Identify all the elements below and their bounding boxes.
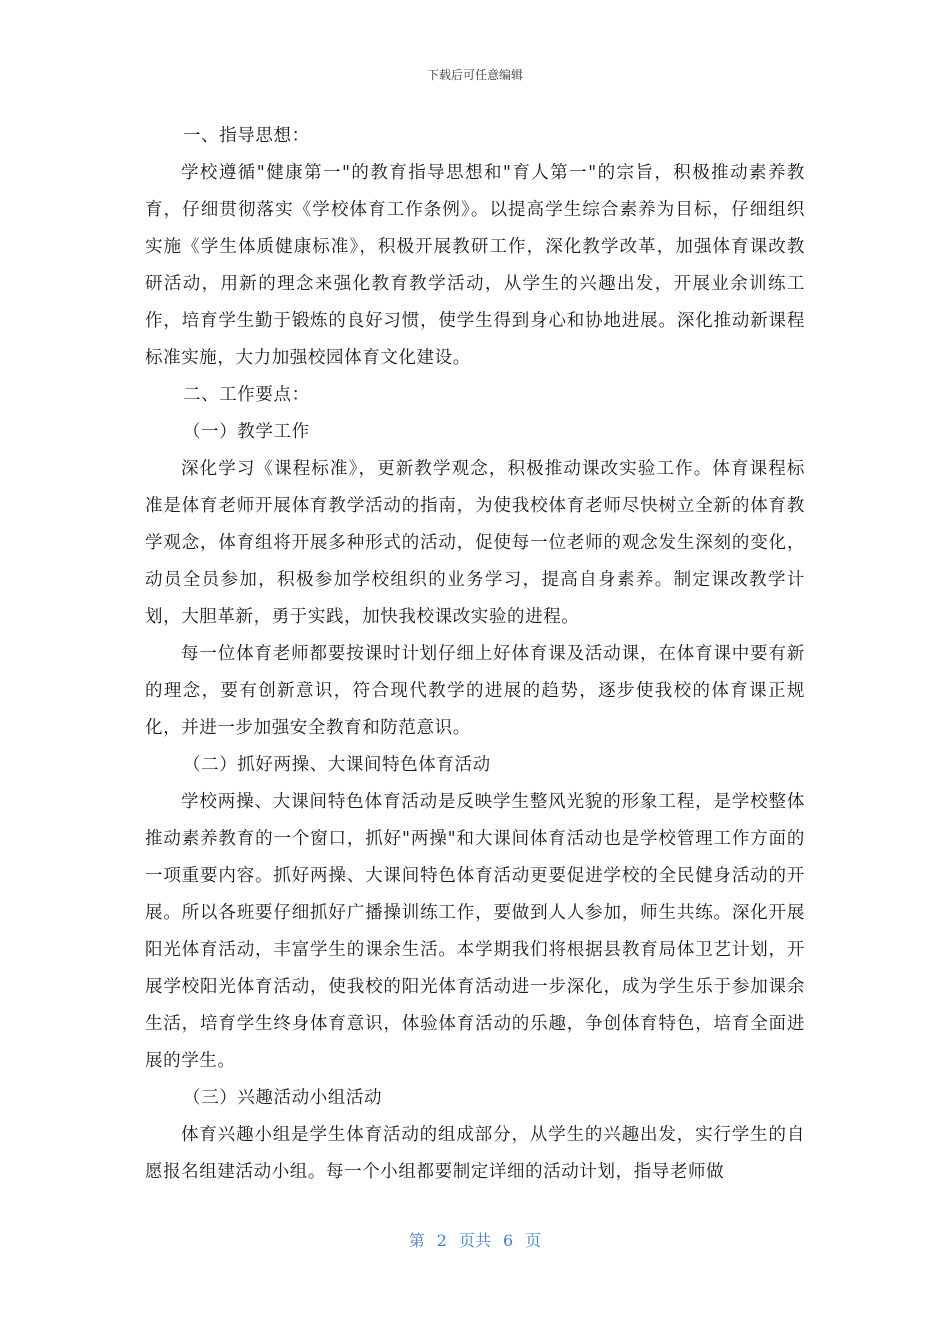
page-footer [0, 1228, 950, 1251]
paragraph-teaching-work-1: 深化学习《课程标准》，更新教学观念，积极推动课改实验工作。体育课程标准是体育老师开展体育教学活动的指南，为使我校体育老师尽快树立全新的体育教学观念，体育组将开展多种形式的活动，促使每一位老师的观念发生深刻的变化，动员全员参加，积极参加学校组织的业务学习，提高自身素养。制定课改教学计划，大胆革新，勇于实践，加快我校课改实验的进程。 [145, 459, 805, 627]
footer-prefix: 第 [408, 1231, 425, 1250]
subheading-exercise-activities: （二）抓好两操、大课间特色体育活动 [183, 755, 491, 775]
subheading-interest-groups: （三）兴趣活动小组活动 [183, 1088, 383, 1108]
section-heading-guiding-ideology: 一、指导思想： [183, 126, 310, 146]
footer-total-pages: 6 [503, 1231, 514, 1250]
page-header: 下载后可任意编辑 [426, 68, 523, 82]
footer-suffix: 页 [525, 1231, 542, 1250]
paragraph-exercise-activities: 学校两操、大课间特色体育活动是反映学生整风光貌的形象工程，是学校整体推动素养教育的一个窗口，抓好"两操"和大课间体育活动也是学校管理工作方面的一项重要内容。抓好两操、大课间特色体育活动更要促进学校的全民健身活动的开展。所以各班要仔细抓好广播操训练工作，要做到人人参加，师生共练。深化开展阳光体育活动，丰富学生的课余生活。本学期我们将根据县教育局体卫艺计划，开展学校阳光体育活动，使我校的阳光体育活动进一步深化，成为学生乐于参加课余生活，培育学生终身体育意识，体验体育活动的乐趣，争创体育特色，培育全面进展的学生。 [145, 792, 805, 1071]
document-body [145, 118, 805, 1191]
footer-middle: 页共 [458, 1231, 491, 1250]
paragraph-teaching-work-2: 每一位体育老师都要按课时计划仔细上好体育课及活动课，在体育课中要有新的理念，要有创新意识，符合现代教学的进展的趋势，逐步使我校的体育课正规化，并进一步加强安全教育和防范意识。 [145, 644, 805, 738]
paragraph-guiding-ideology: 学校遵循"健康第一"的教育指导思想和"育人第一"的宗旨，积极推动素养教育，仔细贯彻落实《学校体育工作条例》。以提高学生综合素养为目标，仔细组织实施《学生体质健康标准》，积极开展教研工作，深化教学改革，加强体育课改教研活动，用新的理念来强化教育教学活动，从学生的兴趣出发，开展业余训练工作，培育学生勤于锻炼的良好习惯，使学生得到身心和协地进展。深化推动新课程标准实施，大力加强校园体育文化建设。 [145, 163, 805, 368]
paragraph-interest-groups: 体育兴趣小组是学生体育活动的组成部分，从学生的兴趣出发，实行学生的自愿报名组建活动小组。每一个小组都要制定详细的活动计划，指导老师做 [145, 1125, 805, 1182]
footer-page-number: 2 [436, 1231, 447, 1250]
section-heading-work-points: 二、工作要点： [183, 385, 310, 405]
subheading-teaching-work: （一）教学工作 [183, 422, 310, 442]
